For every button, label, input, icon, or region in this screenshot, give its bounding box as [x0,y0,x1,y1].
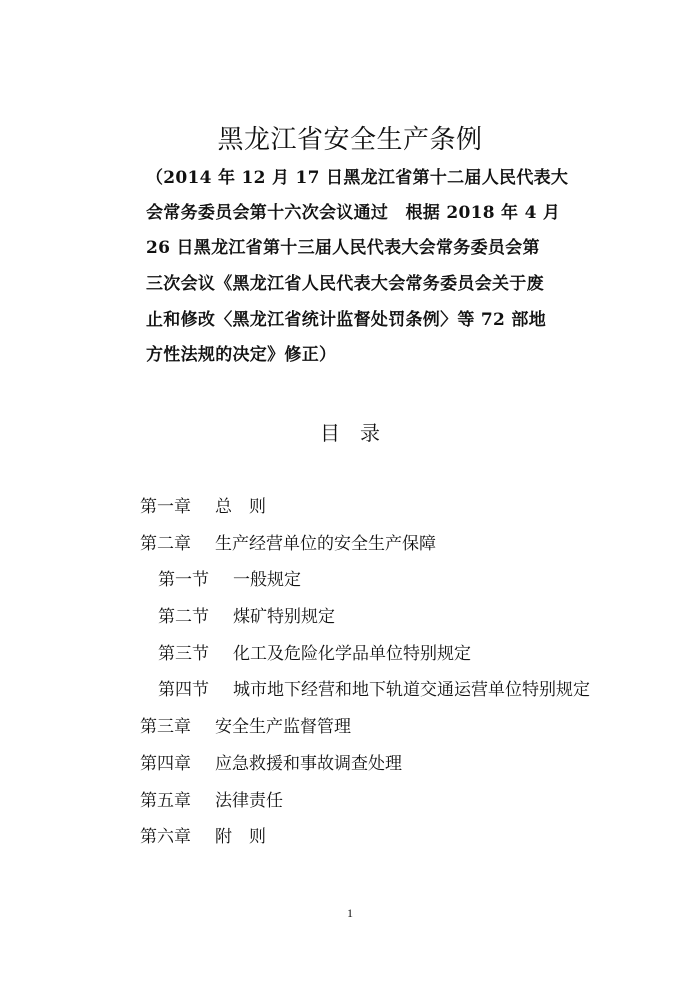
toc-section-label: 第二节 [158,607,209,628]
subtitle-line: 方性法规的决定》修正） [146,345,337,365]
toc-section-label: 第三节 [158,643,209,664]
toc-section-label: 第一节 [158,570,209,591]
toc-chapter [0,746,700,783]
toc-section-title: 煤矿特别规定 [233,607,335,628]
toc-chapter [0,783,700,820]
toc-section-title: 城市地下经营和地下轨道交通运营单位特别规定 [233,680,590,701]
toc-chapter [0,709,700,746]
toc-heading: 目 录 [320,421,380,445]
toc-chapter-title: 法律责任 [215,790,283,811]
subtitle-line: 三次会议《黑龙江省人民代表大会常务委员会关于废 [146,274,544,294]
table-of-contents [0,489,700,856]
toc-section [0,599,700,636]
toc-chapter-label: 第二章 [140,533,191,554]
toc-chapter [0,819,700,856]
toc-chapter-label: 第五章 [140,790,191,811]
toc-chapter-label: 第六章 [140,827,191,848]
toc-chapter-label: 第三章 [140,717,191,738]
subtitle-line: （2014 年 12 月 17 日黑龙江省第十二届人民代表大 [146,168,569,188]
toc-chapter-title: 生产经营单位的安全生产保障 [215,533,436,554]
subtitle-line: 26 日黑龙江省第十三届人民代表大会常务委员会第 [146,238,540,258]
toc-section-title: 一般规定 [233,570,301,591]
toc-chapter-label: 第一章 [140,497,191,517]
toc-section [0,672,700,709]
toc-chapter-label: 第四章 [140,753,191,774]
toc-chapter-title: 应急救援和事故调查处理 [215,753,402,774]
toc-chapter [0,526,700,563]
toc-chapter [0,489,700,526]
toc-section-label: 第四节 [158,680,209,701]
subtitle-line: 止和修改〈黑龙江省统计监督处罚条例〉等 72 部地 [146,310,546,330]
toc-section-title: 化工及危险化学品单位特别规定 [233,643,471,664]
document-title: 黑龙江省安全生产条例 [217,125,483,155]
toc-chapter-title: 总 则 [215,497,266,517]
toc-section [0,636,700,673]
subtitle-line: 会常务委员会第十六次会议通过 根据 2018 年 4 月 [146,203,561,223]
toc-chapter-title: 安全生产监督管理 [215,717,351,738]
page-number: 1 [347,906,353,920]
toc-section [0,562,700,599]
toc-chapter-title: 附 则 [215,827,266,848]
